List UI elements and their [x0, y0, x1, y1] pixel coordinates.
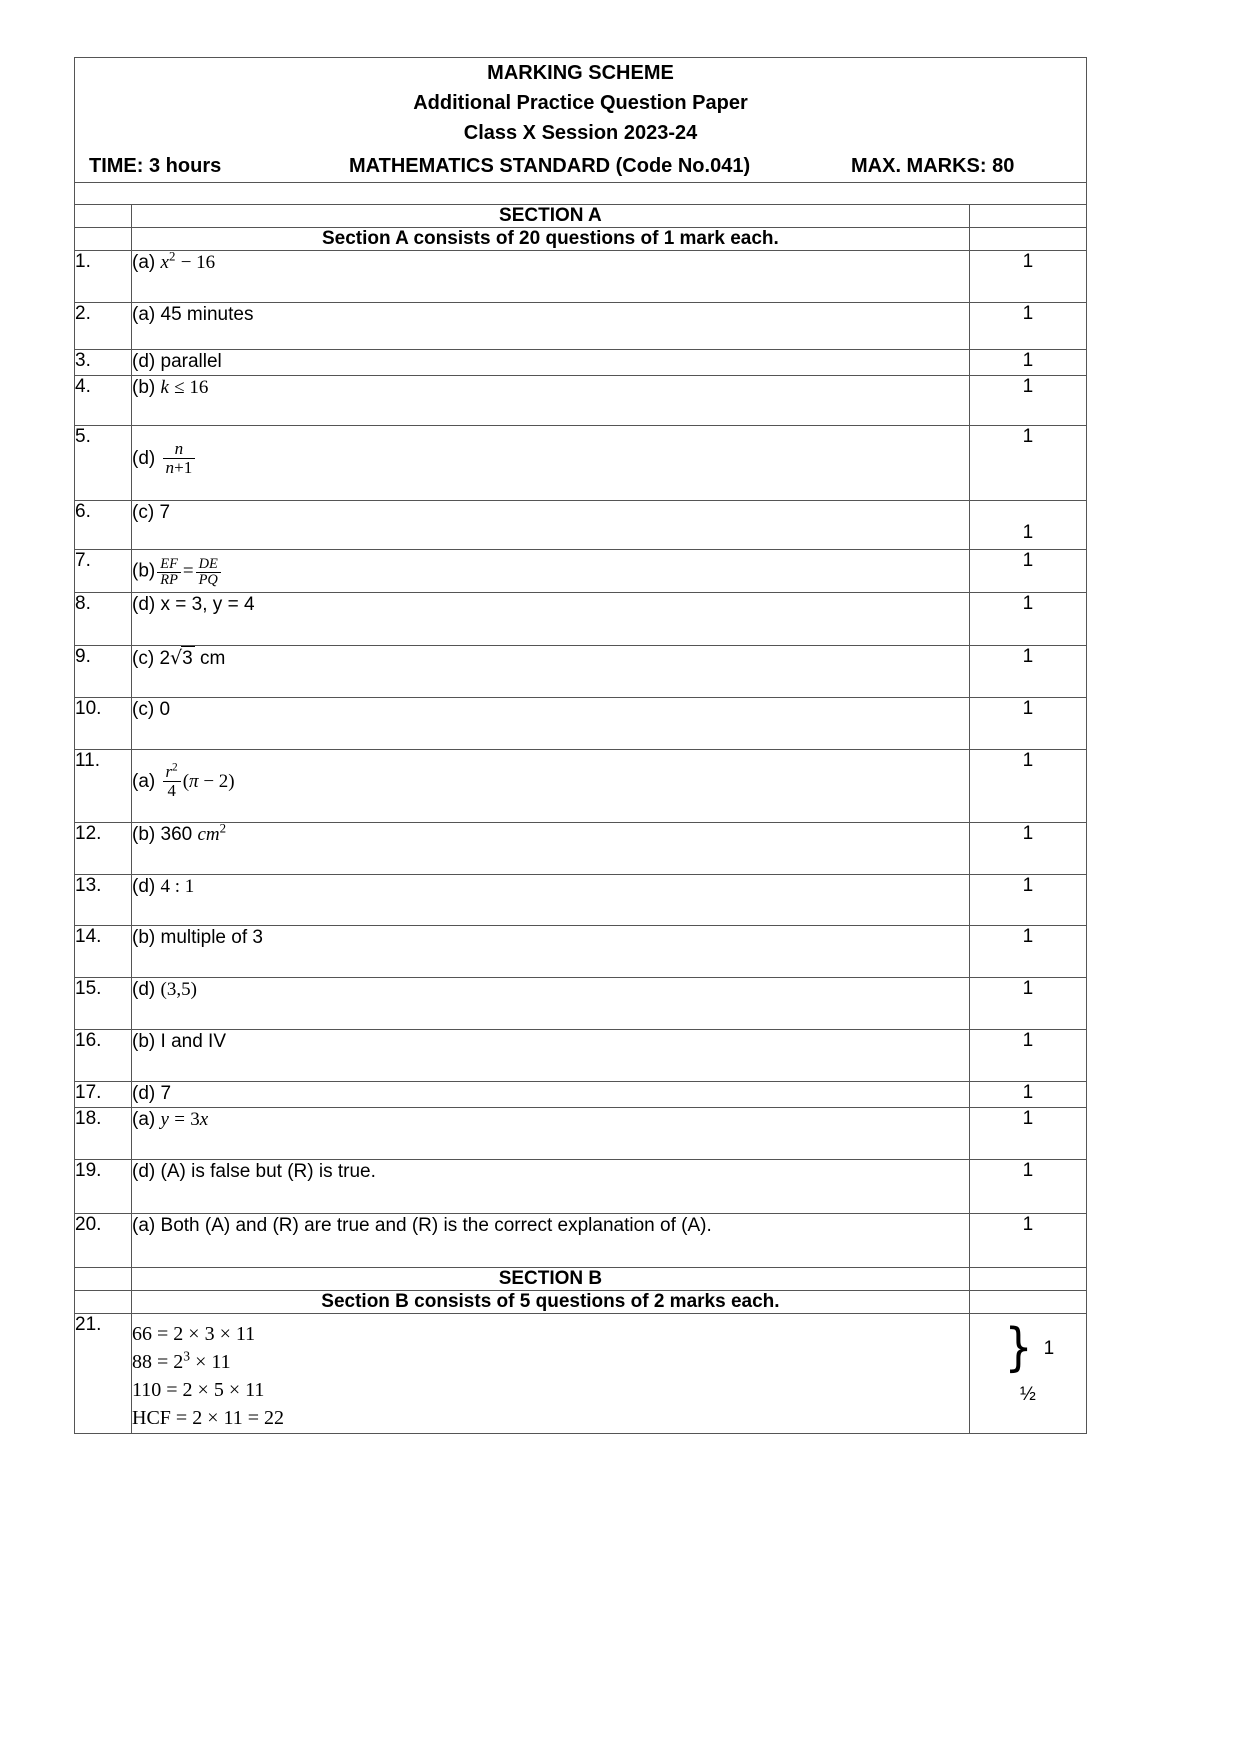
- header-time: TIME: 3 hours: [89, 155, 222, 177]
- mark-value: 1: [969, 426, 1086, 501]
- mark-value: 1: [969, 1082, 1086, 1108]
- question-number: 2.: [75, 303, 132, 350]
- question-number: 18.: [75, 1108, 132, 1160]
- table-row: [75, 978, 1087, 1030]
- answer-text: (d) parallel: [132, 350, 970, 376]
- question-number: 21.: [75, 1314, 132, 1434]
- answer-text: (a) Both (A) and (R) are true and (R) is the correct explanation of (A).: [132, 1214, 970, 1268]
- answer-text: (d) $\frac{n}{n+1}$: [132, 426, 970, 501]
- table-row: [75, 350, 1087, 376]
- question-number: 1.: [75, 251, 132, 303]
- section-b-subtitle-markcell: [969, 1291, 1086, 1314]
- table-row: [75, 550, 1087, 593]
- section-a-title-markcell: [969, 205, 1086, 228]
- mark-value: 1: [969, 698, 1086, 750]
- answer-text: (c) 0: [132, 698, 970, 750]
- header-subject: MATHEMATICS STANDARD (Code No.041): [349, 155, 751, 177]
- question-number: 12.: [75, 823, 132, 875]
- table-row: [75, 823, 1087, 875]
- table-row: [75, 1160, 1087, 1214]
- working-line: $88 = 2^3 \times 11$: [132, 1348, 231, 1373]
- mark-value: 1: [969, 646, 1086, 698]
- spacer-cell: [75, 183, 1087, 205]
- table-row: [75, 926, 1087, 978]
- section-b-title: SECTION B: [132, 1268, 970, 1291]
- table-row: [75, 750, 1087, 823]
- table-row: [75, 251, 1087, 303]
- answer-text: (c) 2√3 cm: [132, 646, 970, 698]
- table-row: [75, 698, 1087, 750]
- section-b-title-numcell: [75, 1268, 132, 1291]
- table-row: [75, 1314, 1087, 1434]
- header-marking-scheme: MARKING SCHEME: [487, 62, 674, 84]
- answer-text: (b) I and IV: [132, 1030, 970, 1082]
- mark-value-half: ½: [1019, 1384, 1036, 1405]
- brace-group: [970, 1314, 1086, 1378]
- answer-text: (c) 7: [132, 501, 970, 550]
- answer-text: (a) y = 3x: [132, 1108, 970, 1160]
- answer-text: (d) x = 3, y = 4: [132, 593, 970, 646]
- answer-working: [132, 1314, 970, 1434]
- header-class-session: Class X Session 2023-24: [463, 122, 698, 144]
- section-a-title-numcell: [75, 205, 132, 228]
- mark-value: 1: [969, 1030, 1086, 1082]
- mark-value-group: [969, 1314, 1086, 1434]
- mark-value: 1: [969, 303, 1086, 350]
- question-number: 6.: [75, 501, 132, 550]
- table-row: [75, 1108, 1087, 1160]
- mark-value: 1: [969, 750, 1086, 823]
- section-b-title-markcell: [969, 1268, 1086, 1291]
- table-row: [75, 1082, 1087, 1108]
- question-number: 17.: [75, 1082, 132, 1108]
- answer-text: (a) $x^2 - 16$: [132, 251, 970, 303]
- table-row: [75, 1214, 1087, 1268]
- answer-text: (b) 360 $cm^2$: [132, 823, 970, 875]
- answer-text: (d) (3,5): [132, 978, 970, 1030]
- table-row: [75, 875, 1087, 926]
- mark-value: 1: [969, 926, 1086, 978]
- table-row: [75, 303, 1087, 350]
- question-number: 11.: [75, 750, 132, 823]
- mark-value: 1: [969, 823, 1086, 875]
- answer-text: (b) k ≤ 16: [132, 376, 970, 426]
- table-row: [75, 501, 1087, 550]
- answer-text: (b) multiple of 3: [132, 926, 970, 978]
- mark-value: 1: [969, 1108, 1086, 1160]
- mark-value: 1: [969, 550, 1086, 593]
- question-number: 9.: [75, 646, 132, 698]
- mark-value: 1: [969, 875, 1086, 926]
- document-header-row: [75, 58, 1087, 183]
- header-max-marks: MAX. MARKS: 80: [851, 155, 1015, 177]
- curly-brace-icon: }: [1004, 1318, 1033, 1379]
- question-number: 4.: [75, 376, 132, 426]
- question-number: 7.: [75, 550, 132, 593]
- question-number: 19.: [75, 1160, 132, 1214]
- mark-value: 1: [969, 350, 1086, 376]
- question-number: 16.: [75, 1030, 132, 1082]
- spacer-row: [75, 183, 1087, 205]
- marking-scheme-document: [74, 57, 1087, 1434]
- question-number: 3.: [75, 350, 132, 376]
- working-line: HCF = 2 × 11 = 22: [132, 1407, 285, 1429]
- question-number: 14.: [75, 926, 132, 978]
- answer-text: (d) 7: [132, 1082, 970, 1108]
- table-row: [75, 593, 1087, 646]
- section-b-title-row: [75, 1268, 1087, 1291]
- section-b-subtitle: Section B consists of 5 questions of 2 marks each.: [132, 1291, 970, 1314]
- section-b-subtitle-numcell: [75, 1291, 132, 1314]
- question-number: 15.: [75, 978, 132, 1030]
- mark-value: 1: [969, 251, 1086, 303]
- question-number: 10.: [75, 698, 132, 750]
- answer-text: (b) $\frac{EF}{RP}$ = $\frac{DE}{PQ}$: [132, 550, 970, 593]
- section-a-subtitle-markcell: [969, 228, 1086, 251]
- mark-value: 1: [969, 593, 1086, 646]
- section-a-title-row: [75, 205, 1087, 228]
- question-number: 20.: [75, 1214, 132, 1268]
- section-b-subtitle-row: [75, 1291, 1087, 1314]
- mark-value: 1: [1043, 1337, 1055, 1359]
- working-line: 110 = 2 × 5 × 11: [132, 1379, 265, 1401]
- question-number: 5.: [75, 426, 132, 501]
- question-number: 8.: [75, 593, 132, 646]
- table-row: [75, 1030, 1087, 1082]
- answer-text: (a) 45 minutes: [132, 303, 970, 350]
- mark-value: 1: [969, 376, 1086, 426]
- mark-value: 1: [969, 978, 1086, 1030]
- mark-value: 1: [969, 1160, 1086, 1214]
- question-number: 13.: [75, 875, 132, 926]
- working-line: 66 = 2 × 3 × 11: [132, 1323, 256, 1345]
- table-row: [75, 376, 1087, 426]
- answer-text: (a) $\frac{r^2}{4}$ (π − 2): [132, 750, 970, 823]
- header-exam-meta: [75, 148, 1086, 182]
- header-paper-type: Additional Practice Question Paper: [413, 92, 748, 114]
- answer-text: (d) 4 : 1: [132, 875, 970, 926]
- document-header: [75, 58, 1087, 183]
- mark-value: 1: [969, 1214, 1086, 1268]
- mark-value: 1: [969, 501, 1086, 550]
- answer-text: (d) (A) is false but (R) is true.: [132, 1160, 970, 1214]
- table-row: [75, 646, 1087, 698]
- section-a-subtitle: Section A consists of 20 questions of 1 mark each.: [132, 228, 970, 251]
- table-row: [75, 426, 1087, 501]
- answer-sheet-table: [74, 57, 1087, 1434]
- section-a-subtitle-row: [75, 228, 1087, 251]
- section-a-title: SECTION A: [132, 205, 970, 228]
- section-a-subtitle-numcell: [75, 228, 132, 251]
